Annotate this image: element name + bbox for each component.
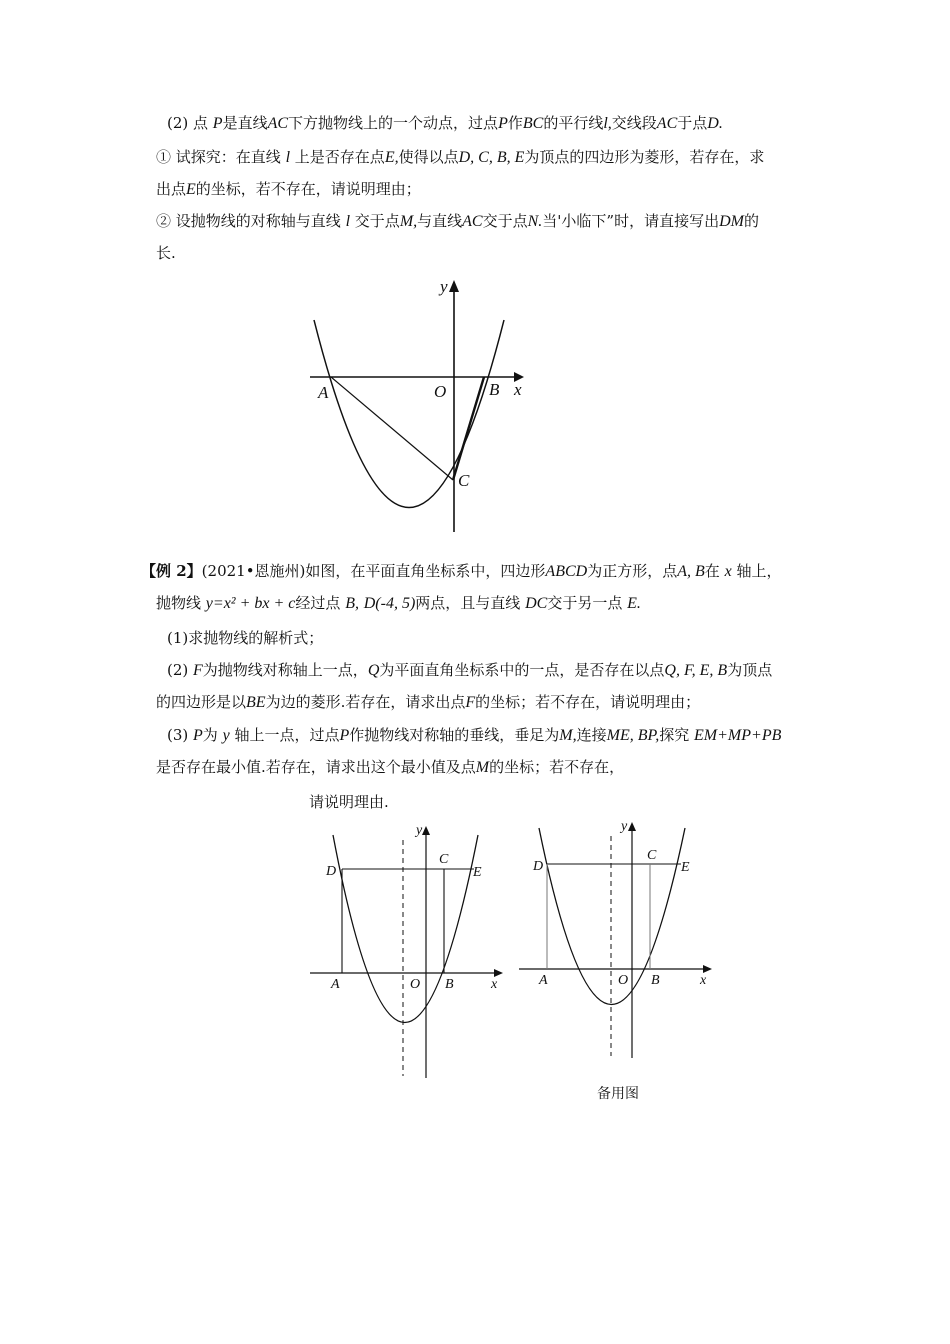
label-e: E [473,865,482,880]
example2-part2-line1 [167,660,772,681]
var: D. [707,115,723,132]
var: M, [559,727,577,744]
var: ME, BP, [606,727,660,744]
parabola-curve [539,828,685,1005]
figure1-svg [300,270,540,540]
label-a: A [539,973,548,988]
var: B, [345,595,359,612]
text: 是否存在最小值.若存在，请求出这个最小值及点 [156,758,476,776]
label-d: D [326,864,337,879]
var: DC [525,595,548,612]
text: 当'小临下”时，请直接写出 [542,212,720,230]
text: 交线段 [611,114,657,132]
text: 为正方形，点 [587,562,678,580]
equation: y=x² + bx + c [205,595,296,612]
text: 连接 [576,726,607,744]
var: DM [719,213,744,230]
parabola-curve [333,835,478,1023]
var: l [285,149,291,166]
text: (2) 点 [167,114,213,132]
figure3-backup-graph [515,816,720,1060]
parabola-curve [314,320,504,508]
figure2-square-parabola [306,820,506,1082]
label-o: O [410,977,421,992]
text: 上是否存在点 [294,148,385,166]
text: 请说明理由. [309,793,389,811]
text: 两点，且与直线 [415,594,521,612]
var: E, [384,149,399,166]
problem1-q1-line2 [156,179,421,200]
example2-part3-line2 [156,757,624,778]
figure3-svg [515,816,720,1060]
var: D, C, B, E [458,149,525,166]
label-o: O [434,382,447,401]
label-y: y [621,819,628,834]
var: N. [527,213,543,230]
var: ABCD [545,563,588,580]
text: 的四边形是以 [156,693,247,711]
text: 的平行线 [543,114,604,132]
label-x: x [514,380,522,399]
label-a: A [318,383,329,402]
var: P [498,115,508,132]
example2-part1 [167,628,323,648]
text: (3) [167,726,194,744]
var: M [475,759,490,776]
figure3-caption: 备用图 [597,1086,639,1102]
example-tag: 【例 2】 [141,562,202,580]
var: l [345,213,351,230]
label-x: x [491,977,498,992]
text: 为抛物线对称轴上一点， [202,661,368,679]
x-axis-arrow-icon [494,969,503,977]
text: 如图，在平面直角坐标系中，四边形 [305,562,546,580]
var: AC [267,115,289,132]
figure2-svg [306,820,506,1082]
label-c: C [647,848,657,863]
text: 为平面直角坐标系中的一点，是否存在以点 [379,661,665,679]
text: 的坐标；若不存在， [489,758,625,776]
problem1-q1-line1 [156,147,764,168]
text: 交于另一点 [547,594,623,612]
var: Q, F, E, B [664,662,728,679]
text: 的坐标，若不存在，请说明理由； [195,180,421,198]
example2-part2-line2 [156,692,700,713]
text: 抛物线 [156,594,202,612]
label-d: D [533,859,544,874]
label-a: A [331,977,340,992]
text: 为顶点 [727,661,773,679]
text: ① 试探究：在直线 [156,148,281,166]
text: 作抛物线对称轴的垂线，垂足为 [349,726,560,744]
label-y: y [440,277,448,296]
var: AC [462,213,483,230]
label-b: B [489,380,500,399]
var: x [724,563,732,580]
x-axis-arrow-icon [703,965,712,973]
text: 于点 [677,114,708,132]
text: 轴上， [736,562,782,580]
var: BC [522,115,544,132]
var: F [193,662,203,679]
text: (2021•恩施州) [201,562,306,580]
var: P [339,727,350,744]
var: P [212,115,223,132]
text: 为 [202,726,218,744]
text: 交于点 [354,212,400,230]
label-b: B [651,973,660,988]
var: A, B [677,563,705,580]
text: (2) [167,661,194,679]
var: AC [656,115,678,132]
text: 出点 [156,180,187,198]
text: 是直线 [222,114,268,132]
var: BE [246,694,266,711]
segment-bc [453,377,484,480]
example2-part3-line3 [309,792,389,812]
text: 交于点 [482,212,528,230]
example2-line1 [141,561,781,582]
var: l, [603,115,612,132]
var: E. [627,595,641,612]
problem1-q2-line1 [156,211,759,232]
problem1-part2-line [167,113,723,134]
var: F [465,694,476,711]
label-e: E [681,860,690,875]
text: 经过点 [295,594,341,612]
example2-line2 [156,593,641,614]
label-x: x [700,973,707,988]
var: E [186,181,196,198]
text: 探究 [659,726,690,744]
var: D(-4, 5) [363,595,416,612]
text: 轴上一点，过点 [234,726,340,744]
var: M, [399,213,418,230]
text: 在 [704,562,720,580]
var: P [193,727,203,744]
text: ② 设抛物线的对称轴与直线 [156,212,341,230]
text: 与直线 [417,212,463,230]
example2-part3-line1 [167,725,781,746]
problem1-q2-line2 [156,243,176,263]
label-c: C [439,852,449,867]
text: 作 [507,114,523,132]
label-y: y [416,823,423,838]
label-c: C [458,471,470,490]
y-axis-arrow-icon [449,280,459,292]
text: 为顶点的四边形为菱形，若存在，求 [524,148,765,166]
text: 为边的菱形.若存在，请求出点 [265,693,466,711]
var: Q [367,662,380,679]
text: 长. [156,244,176,262]
label-o: O [618,973,629,988]
var: y [222,727,230,744]
text: (1)求抛物线的解析式； [167,629,324,647]
text: 下方抛物线上的一个动点，过点 [288,114,499,132]
y-axis-arrow-icon [422,826,430,835]
expression: EM+MP+PB [694,727,782,744]
text: 的 [743,212,759,230]
text: 使得以点 [398,148,459,166]
y-axis-arrow-icon [628,822,636,831]
text: 的坐标；若不存在，请说明理由； [475,693,701,711]
label-b: B [445,977,454,992]
figure1-parabola-graph [300,270,540,540]
